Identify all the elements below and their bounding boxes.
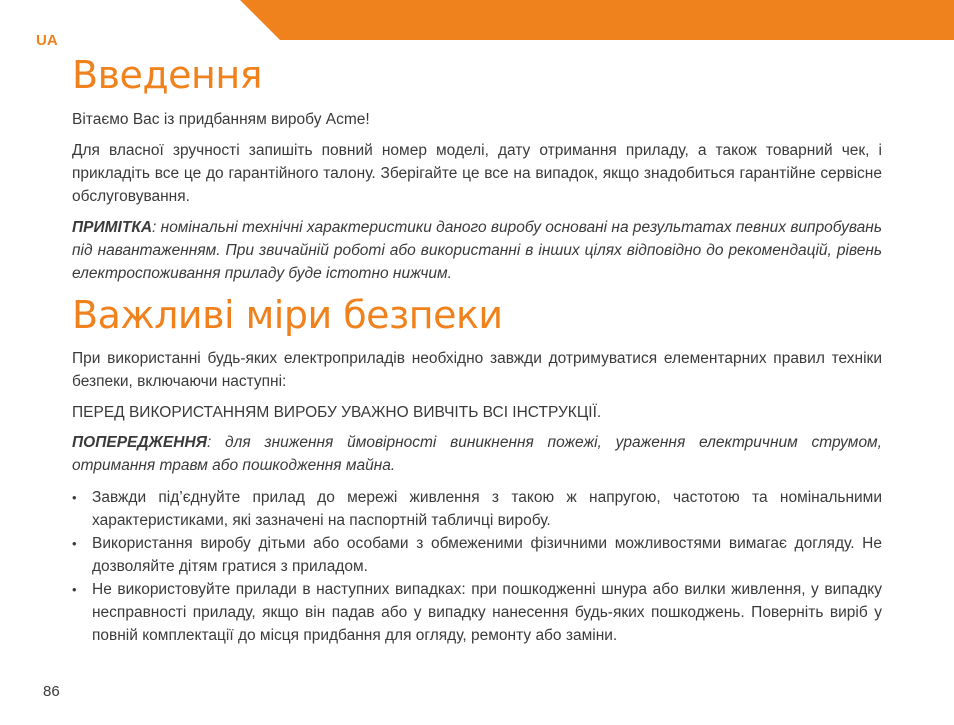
intro-title: Введення [72,53,263,97]
bullet-marker: • [72,582,77,597]
page-number: 86 [43,683,60,700]
note-text: : номінальні технічні характеристики даного виробу основані на результатах певних випробувань під навантаженням. При звичайній роботі або використанні в інших цілях відповідно до рекомендацій, рівень електроспоживання приладу буде істотно нижчим. [72,219,882,282]
list-item [72,532,882,578]
note-paragraph [72,216,882,285]
safety-paragraph: При використанні будь-яких електроприладів необхідно завжди дотримуватися елементарних правил техніки безпеки, включаючи наступні: [72,350,882,390]
bullet-marker: • [72,490,77,505]
intro-paragraph: Для власної зручності запишіть повний номер моделі, дату отримання приладу, а також товарний чек, і прикладіть все це до гарантійного талону. Зберігайте це все на випадок, якщо знадобиться гарантійне сервісне обслуговування. [72,142,882,205]
safety-bullet-list [72,486,882,647]
header-banner [0,0,954,40]
note-label: ПРИМІТКА [72,219,153,236]
list-item [72,486,882,532]
welcome-text: Вітаємо Вас із придбанням виробу Acme! [72,111,370,128]
bullet-text: Використання виробу дітьми або особами з обмеженими фізичними можливостями вимагає догляду. Не дозволяйте дітям гратися з приладом. [92,535,882,575]
list-item [72,578,882,647]
bullet-text: Не використовуйте прилади в наступних випадках: при пошкодженні шнура або вилки живлення, у випадку несправності приладу, якщо він падав або у випадку нанесення будь-яких пошкоджень. Поверніть виріб у повній комплектації до місця придбання для огляду, ремонту або заміни. [92,581,882,644]
warning-text: : для зниження ймовірності виникнення пожежі, ураження електричним струмом, отримання травм або пошкодження майна. [72,434,882,474]
warning-label: ПОПЕРЕДЖЕННЯ [72,434,207,451]
bullet-marker: • [72,536,77,551]
caps-instruction: ПЕРЕД ВИКОРИСТАННЯМ ВИРОБУ УВАЖНО ВИВЧІТЬ ВСІ ІНСТРУКЦІЇ. [72,404,602,421]
bullet-text: Завжди під’єднуйте прилад до мережі живлення з такою ж напругою, частотою та номінальними характеристиками, які зазначені на паспортній табличці виробу. [92,489,882,529]
safety-title: Важливі міри безпеки [72,293,503,337]
warning-paragraph [72,431,882,477]
language-code: UA [36,32,58,49]
